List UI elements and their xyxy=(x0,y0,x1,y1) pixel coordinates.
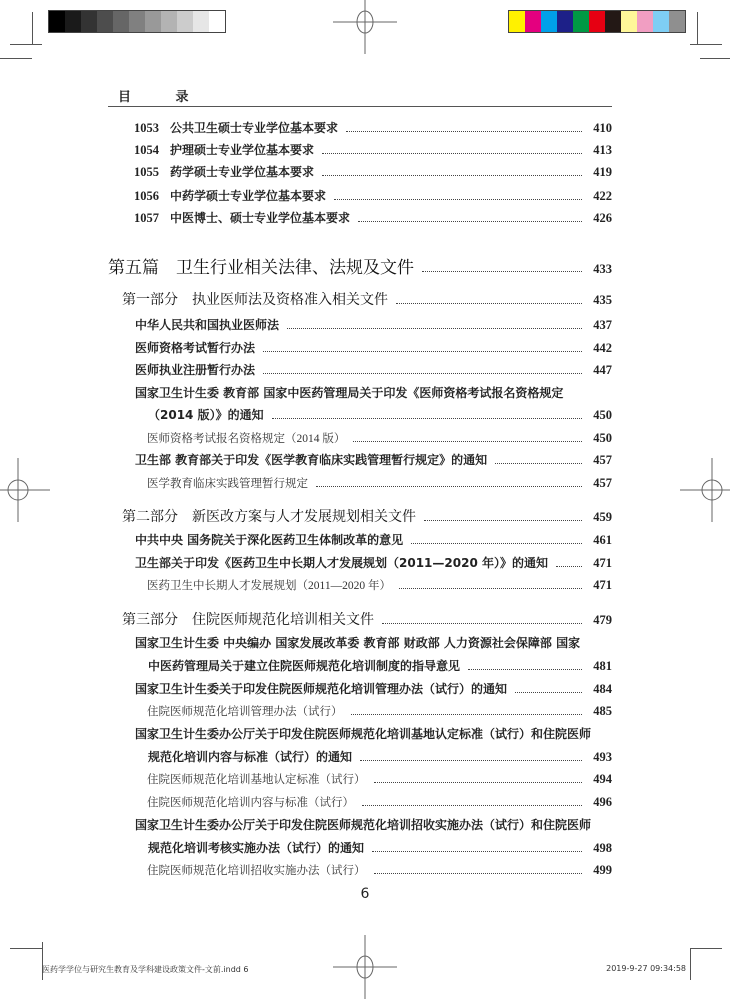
entry-title: 规范化培训内容与标准（试行）的通知 xyxy=(148,750,353,764)
registration-mark-icon xyxy=(0,458,50,522)
toc-entry[interactable] xyxy=(147,473,612,493)
dot-leader xyxy=(556,566,582,567)
dot-leader xyxy=(360,760,582,761)
entry-page-number: 484 xyxy=(593,682,612,696)
toc-entry[interactable] xyxy=(122,507,612,527)
toc-entry[interactable] xyxy=(135,679,612,699)
dot-leader xyxy=(374,873,583,874)
dot-leader xyxy=(382,623,582,624)
entry-title: 医药卫生中长期人才发展规划（2011—2020 年） xyxy=(147,580,391,592)
toc-entry[interactable] xyxy=(135,360,612,380)
process-color-bar xyxy=(508,10,686,33)
registration-mark-icon xyxy=(333,935,397,999)
color-swatch xyxy=(129,11,145,32)
crop-mark xyxy=(690,948,691,980)
entry-title: 公共卫生硕士专业学位基本要求 xyxy=(170,121,339,135)
color-swatch xyxy=(653,11,669,32)
color-swatch xyxy=(177,11,193,32)
toc-entry[interactable] xyxy=(135,450,612,470)
color-swatch xyxy=(557,11,573,32)
dot-leader xyxy=(374,782,583,783)
header-rule xyxy=(108,106,612,107)
toc-entry[interactable] xyxy=(147,575,612,595)
dot-leader xyxy=(322,175,582,176)
toc-entry[interactable] xyxy=(134,140,612,160)
entry-page-number: 496 xyxy=(593,795,612,809)
toc-entry[interactable] xyxy=(148,838,612,858)
color-swatch xyxy=(97,11,113,32)
dot-leader xyxy=(422,271,582,272)
toc-entry[interactable] xyxy=(135,530,612,550)
dot-leader xyxy=(353,441,582,442)
entry-title: 药学硕士专业学位基本要求 xyxy=(170,165,315,179)
toc-entry[interactable] xyxy=(147,769,612,789)
page-number: 6 xyxy=(360,886,370,902)
entry-title: 卫生部 教育部关于印发《医学教育临床实践管理暂行规定》的通知 xyxy=(135,453,488,467)
entry-page-number: 442 xyxy=(593,341,612,355)
dot-leader xyxy=(351,714,583,715)
entry-page-number: 450 xyxy=(593,431,612,445)
entry-page-number: 499 xyxy=(593,863,612,877)
toc-entry[interactable] xyxy=(135,553,612,573)
entry-title: 医学教育临床实践管理暂行规定 xyxy=(147,478,308,490)
crop-mark xyxy=(697,12,698,44)
entry-title: 国家卫生计生委办公厅关于印发住院医师规范化培训招收实施办法（试行）和住院医师 xyxy=(135,818,592,832)
dot-leader xyxy=(346,131,582,132)
dot-leader xyxy=(322,153,582,154)
entry-number: 1054 xyxy=(134,143,159,157)
entry-page-number: 459 xyxy=(593,510,612,524)
dot-leader xyxy=(316,486,582,487)
registration-mark-icon xyxy=(680,458,730,522)
entry-title: 住院医师规范化培训内容与标准（试行） xyxy=(147,797,354,809)
dot-leader xyxy=(399,588,582,589)
color-swatch xyxy=(509,11,525,32)
entry-page-number: 498 xyxy=(593,841,612,855)
color-swatch xyxy=(113,11,129,32)
dot-leader xyxy=(396,303,582,304)
entry-title: 中共中央 国务院关于深化医药卫生体制改革的意见 xyxy=(135,533,404,547)
toc-entry[interactable] xyxy=(148,656,612,676)
toc-entry[interactable] xyxy=(134,208,612,228)
entry-title: 中医药管理局关于建立住院医师规范化培训制度的指导意见 xyxy=(148,659,461,673)
toc-entry[interactable] xyxy=(134,186,612,206)
entry-page-number: 471 xyxy=(593,556,612,570)
color-swatch xyxy=(193,11,209,32)
dot-leader xyxy=(424,520,582,521)
dot-leader xyxy=(468,669,582,670)
color-swatch xyxy=(161,11,177,32)
color-swatch xyxy=(669,11,685,32)
dot-leader xyxy=(287,328,582,329)
toc-entry[interactable] xyxy=(135,633,612,653)
toc-entry[interactable] xyxy=(135,724,612,744)
entry-number: 1055 xyxy=(134,165,159,179)
entry-page-number: 413 xyxy=(593,143,612,157)
running-header: 目 录 xyxy=(118,90,209,105)
color-swatch xyxy=(49,11,65,32)
color-swatch xyxy=(573,11,589,32)
toc-entry[interactable] xyxy=(122,290,612,310)
toc-entry[interactable] xyxy=(108,258,612,278)
entry-page-number: 485 xyxy=(593,704,612,718)
entry-title: 住院医师规范化培训管理办法（试行） xyxy=(147,706,343,718)
toc-entry[interactable] xyxy=(147,860,612,880)
entry-page-number: 419 xyxy=(593,165,612,179)
entry-page-number: 457 xyxy=(593,476,612,490)
entry-page-number: 493 xyxy=(593,750,612,764)
color-swatch xyxy=(525,11,541,32)
toc-entry[interactable] xyxy=(134,162,612,182)
entry-number: 1057 xyxy=(134,211,159,225)
entry-title: 卫生部关于印发《医药卫生中长期人才发展规划（2011—2020 年）》的通知 xyxy=(135,556,548,570)
color-swatch xyxy=(145,11,161,32)
entry-title: 住院医师规范化培训基地认定标准（试行） xyxy=(147,774,366,786)
crop-mark xyxy=(690,44,722,45)
entry-page-number: 461 xyxy=(593,533,612,547)
entry-title: 医师资格考试暂行办法 xyxy=(135,341,256,355)
footer-file-name: 医药学学位与研究生教育及学科建设政策文件-文前.indd 6 xyxy=(42,965,249,974)
entry-number: 1056 xyxy=(134,189,159,203)
entry-page-number: 471 xyxy=(593,578,612,592)
grayscale-color-bar xyxy=(48,10,226,33)
entry-page-number: 481 xyxy=(593,659,612,673)
toc-entry[interactable] xyxy=(147,428,612,448)
entry-page-number: 437 xyxy=(593,318,612,332)
entry-title: （2014 版）》的通知 xyxy=(148,408,264,422)
entry-title: 医师执业注册暂行办法 xyxy=(135,363,256,377)
color-swatch xyxy=(209,11,225,32)
toc-entry[interactable] xyxy=(122,610,612,630)
entry-title: 护理硕士专业学位基本要求 xyxy=(170,143,315,157)
color-swatch xyxy=(81,11,97,32)
entry-page-number: 479 xyxy=(593,613,612,627)
entry-title: 第五篇 卫生行业相关法律、法规及文件 xyxy=(108,258,414,277)
dot-leader xyxy=(362,805,582,806)
entry-page-number: 422 xyxy=(593,189,612,203)
toc-entry[interactable] xyxy=(135,315,612,335)
toc-entry[interactable] xyxy=(135,815,612,835)
crop-mark xyxy=(32,12,33,44)
entry-page-number: 435 xyxy=(593,293,612,307)
dot-leader xyxy=(263,373,582,374)
dot-leader xyxy=(495,463,582,464)
entry-title: 国家卫生计生委关于印发住院医师规范化培训管理办法（试行）的通知 xyxy=(135,682,508,696)
entry-title: 规范化培训考核实施办法（试行）的通知 xyxy=(148,841,365,855)
color-swatch xyxy=(541,11,557,32)
color-swatch xyxy=(637,11,653,32)
entry-title: 国家卫生计生委办公厅关于印发住院医师规范化培训基地认定标准（试行）和住院医师 xyxy=(135,727,592,741)
dot-leader xyxy=(411,543,582,544)
toc-entry[interactable] xyxy=(135,383,612,403)
dot-leader xyxy=(515,692,582,693)
color-swatch xyxy=(65,11,81,32)
entry-page-number: 450 xyxy=(593,408,612,422)
footer-timestamp: 2019-9-27 09:34:58 xyxy=(606,964,686,973)
dot-leader xyxy=(372,851,582,852)
toc-entry[interactable] xyxy=(147,792,612,812)
crop-mark xyxy=(0,58,32,59)
toc-entry[interactable] xyxy=(135,338,612,358)
toc-entry[interactable] xyxy=(147,701,612,721)
color-swatch xyxy=(621,11,637,32)
entry-page-number: 433 xyxy=(593,262,612,276)
entry-title: 中医博士、硕士专业学位基本要求 xyxy=(170,211,351,225)
dot-leader xyxy=(263,351,582,352)
entry-title: 国家卫生计生委 教育部 国家中医药管理局关于印发《医师资格考试报名资格规定 xyxy=(135,386,564,400)
entry-title: 中华人民共和国执业医师法 xyxy=(135,318,280,332)
crop-mark xyxy=(10,44,42,45)
crop-mark xyxy=(690,948,722,949)
toc-entry[interactable] xyxy=(148,747,612,767)
dot-leader xyxy=(334,199,582,200)
toc-entry[interactable] xyxy=(134,118,612,138)
dot-leader xyxy=(358,221,582,222)
entry-title: 第二部分 新医改方案与人才发展规划相关文件 xyxy=(122,509,416,525)
color-swatch xyxy=(589,11,605,32)
entry-title: 第三部分 住院医师规范化培训相关文件 xyxy=(122,612,374,628)
entry-page-number: 494 xyxy=(593,772,612,786)
entry-page-number: 410 xyxy=(593,121,612,135)
dot-leader xyxy=(272,418,582,419)
color-swatch xyxy=(605,11,621,32)
entry-page-number: 447 xyxy=(593,363,612,377)
entry-title: 住院医师规范化培训招收实施办法（试行） xyxy=(147,865,366,877)
crop-mark xyxy=(700,58,730,59)
registration-mark-icon xyxy=(333,0,397,54)
entry-title: 国家卫生计生委 中央编办 国家发展改革委 教育部 财政部 人力资源社会保障部 国家 xyxy=(135,636,581,650)
entry-page-number: 457 xyxy=(593,453,612,467)
entry-number: 1053 xyxy=(134,121,159,135)
entry-title: 中药学硕士专业学位基本要求 xyxy=(170,189,327,203)
entry-page-number: 426 xyxy=(593,211,612,225)
entry-title: 第一部分 执业医师法及资格准入相关文件 xyxy=(122,292,388,308)
entry-title: 医师资格考试报名资格规定（2014 版） xyxy=(147,433,346,445)
toc-entry[interactable] xyxy=(148,405,612,425)
crop-mark xyxy=(10,948,42,949)
